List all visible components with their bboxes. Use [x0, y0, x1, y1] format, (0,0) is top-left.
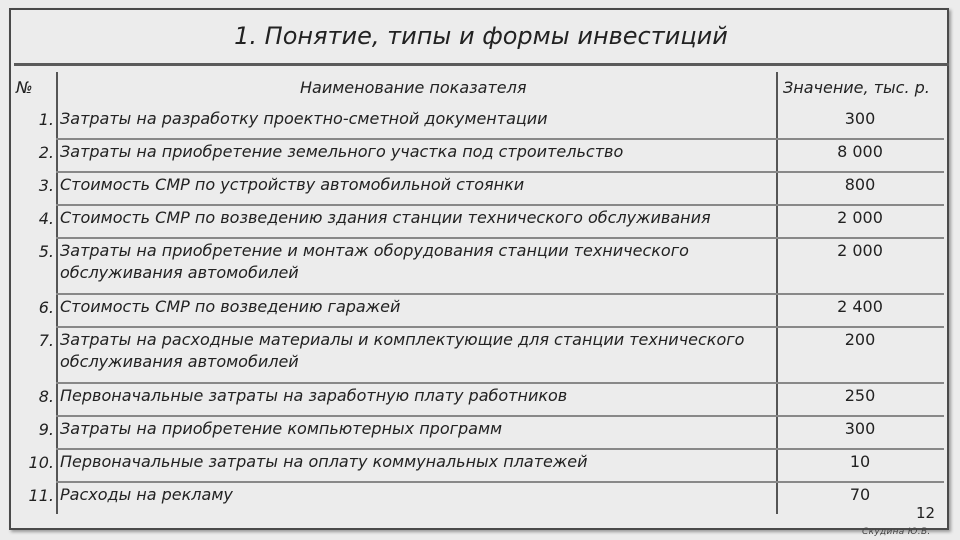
row-divider — [56, 171, 776, 173]
header-number: № — [16, 78, 33, 97]
row-value: 2 400 — [837, 297, 883, 316]
row-number: 9. — [38, 420, 54, 439]
row-divider — [56, 382, 776, 384]
row-divider — [776, 293, 944, 295]
row-name: Затраты на расходные материалы и комплектующие для станции технического обслуживания автомобилей — [60, 330, 745, 371]
row-value: 800 — [844, 175, 876, 194]
row-divider — [776, 415, 944, 417]
header-name: Наименование показателя — [300, 78, 527, 97]
row-number: 4. — [38, 209, 54, 228]
row-value: 300 — [844, 419, 876, 438]
row-number: 5. — [38, 242, 54, 261]
row-number: 6. — [38, 298, 54, 317]
row-divider — [56, 481, 776, 483]
row-name: Затраты на разработку проектно-сметной документации — [60, 109, 548, 128]
row-divider — [56, 326, 776, 328]
row-divider — [56, 237, 776, 239]
row-name: Затраты на приобретение компьютерных программ — [60, 419, 503, 438]
page-number: 12 — [916, 504, 936, 522]
row-divider — [776, 326, 944, 328]
row-value: 200 — [844, 330, 876, 349]
row-name: Расходы на рекламу — [60, 485, 233, 504]
row-divider — [776, 204, 944, 206]
row-divider — [56, 293, 776, 295]
row-divider — [776, 171, 944, 173]
row-value: 70 — [849, 485, 871, 504]
row-name: Первоначальные затраты на заработную плату работников — [60, 386, 568, 405]
header-value: Значение, тыс. р. — [783, 78, 930, 97]
row-name: Стоимость СМР по возведению гаражей — [60, 297, 401, 316]
row-divider — [56, 448, 776, 450]
row-number: 10. — [28, 453, 54, 472]
row-value: 2 000 — [837, 241, 883, 260]
row-name: Стоимость СМР по возведению здания станции технического обслуживания — [60, 208, 711, 227]
page-title: 1. Понятие, типы и формы инвестиций — [234, 22, 728, 50]
row-divider — [776, 481, 944, 483]
row-number: 7. — [38, 331, 54, 350]
row-divider — [776, 237, 944, 239]
row-name: Затраты на приобретение и монтаж оборудования станции технического обслуживания автомобилей — [60, 241, 689, 282]
row-name: Первоначальные затраты на оплату коммунальных платежей — [60, 452, 588, 471]
row-value: 8 000 — [837, 142, 883, 161]
row-divider — [776, 448, 944, 450]
row-value: 300 — [844, 109, 876, 128]
author-signature: Скудина Ю.В. — [862, 527, 931, 537]
row-number: 8. — [38, 387, 54, 406]
title-divider — [14, 63, 949, 66]
row-value: 250 — [844, 386, 876, 405]
row-value: 10 — [849, 452, 871, 471]
row-divider — [776, 382, 944, 384]
row-divider — [56, 415, 776, 417]
row-divider — [776, 138, 944, 140]
row-value: 2 000 — [837, 208, 883, 227]
row-divider — [56, 138, 776, 140]
row-number: 11. — [28, 486, 54, 505]
row-name: Затраты на приобретение земельного участка под строительство — [60, 142, 624, 161]
row-number: 3. — [38, 176, 54, 195]
row-number: 1. — [38, 110, 54, 129]
row-divider — [56, 204, 776, 206]
row-name: Стоимость СМР по устройству автомобильной стоянки — [60, 175, 525, 194]
row-number: 2. — [38, 143, 54, 162]
